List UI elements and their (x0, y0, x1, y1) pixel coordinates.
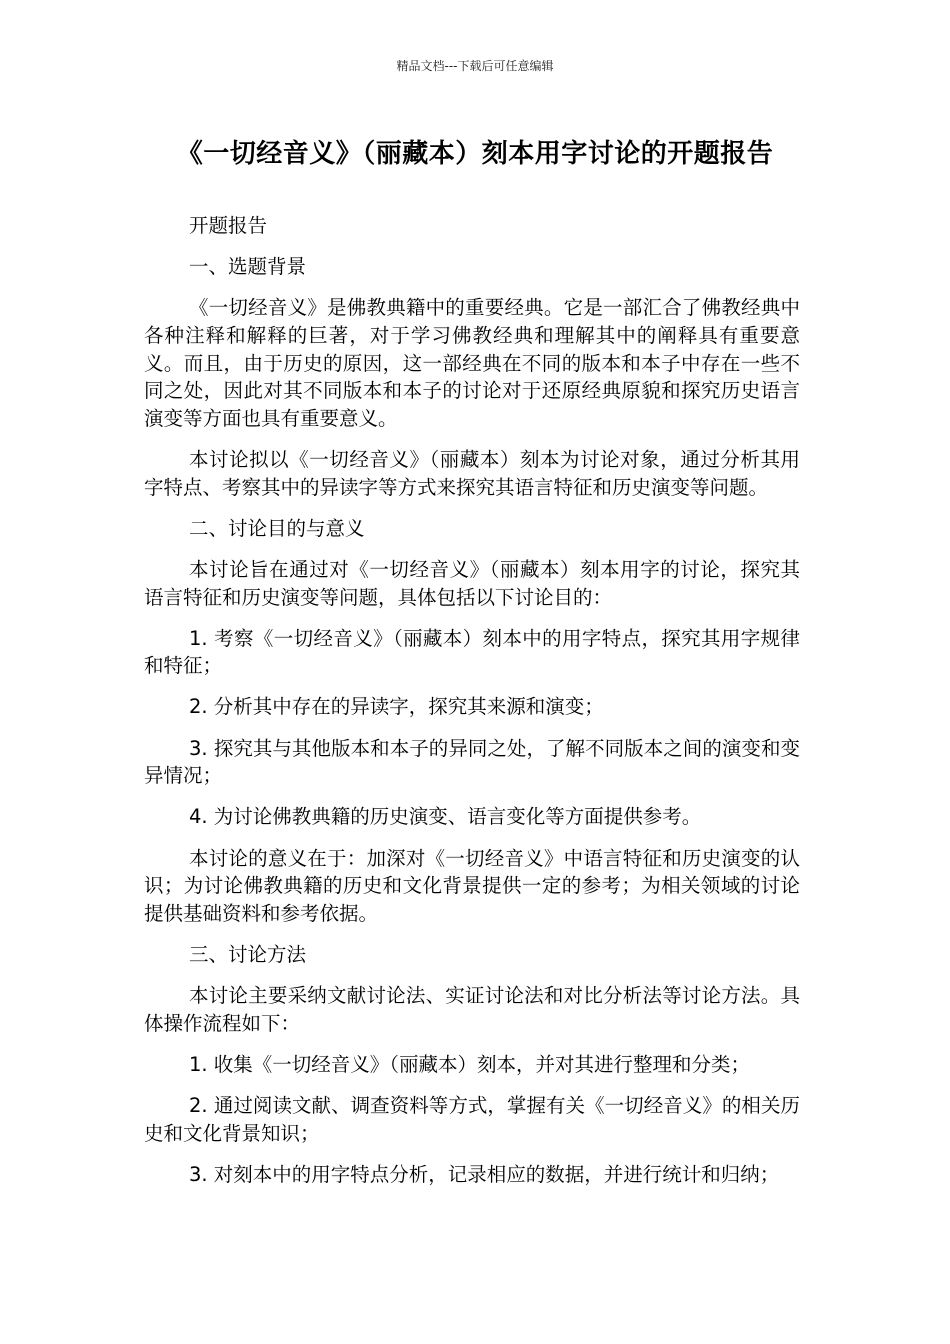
page-header-note: 精品文档---下载后可任意编辑 (396, 59, 554, 73)
method-step-2: 2. 通过阅读文献、调查资料等方式，掌握有关《一切经音义》的相关历史和文化背景知识； (144, 1094, 800, 1145)
purpose-item-4: 4. 为讨论佛教典籍的历史演变、语言变化等方面提供参考。 (189, 805, 702, 829)
section-heading-methods: 三、讨论方法 (189, 943, 307, 966)
purpose-item-3: 3. 探究其与其他版本和本子的异同之处，了解不同版本之间的演变和变异情况； (144, 736, 800, 788)
purpose-item-2: 2. 分析其中存在的异读字，探究其来源和演变； (189, 695, 604, 719)
document-body (144, 212, 800, 1202)
paragraph-significance: 本讨论的意义在于：加深对《一切经音义》中语言特征和历史演变的认识；为讨论佛教典籍的历史和文化背景提供一定的参考；为相关领域的讨论提供基础资料和参考依据。 (144, 846, 800, 925)
paragraph-purpose-intro: 本讨论旨在通过对《一切经音义》（丽藏本）刻本用字的讨论，探究其语言特征和历史演变等问题，具体包括以下讨论目的： (144, 557, 800, 609)
document-title: 《一切经音义》（丽藏本）刻本用字讨论的开题报告 (176, 139, 774, 169)
heading-report: 开题报告 (189, 214, 268, 237)
paragraph-methods-intro: 本讨论主要采纳文献讨论法、实证讨论法和对比分析法等讨论方法。具体操作流程如下： (144, 984, 800, 1035)
purpose-item-1: 1. 考察《一切经音义》（丽藏本）刻本中的用字特点，探究其用字规律和特征； (144, 626, 800, 678)
paragraph-background-2: 本讨论拟以《一切经音义》（丽藏本）刻本为讨论对象，通过分析其用字特点、考察其中的异读字等方式来探究其语言特征和历史演变等问题。 (144, 447, 800, 499)
paragraph-background-1: 《一切经音义》是佛教典籍中的重要经典。它是一部汇合了佛教经典中各种注释和解释的巨著，对于学习佛教经典和理解其中的阐释具有重要意义。而且，由于历史的原因，这一部经典在不同的版本和本子中存在一些不同之处，因此对其不同版本和本子的讨论对于还原经典原貌和探究历史语言演变等方面也具有重要意义。 (144, 296, 800, 430)
method-step-1: 1. 收集《一切经音义》（丽藏本）刻本，并对其进行整理和分类； (189, 1052, 751, 1076)
section-heading-purpose: 二、讨论目的与意义 (189, 516, 365, 540)
section-heading-background: 一、选题背景 (189, 255, 307, 279)
method-step-3: 3. 对刻本中的用字特点分析，记录相应的数据，并进行统计和归纳； (189, 1162, 780, 1186)
